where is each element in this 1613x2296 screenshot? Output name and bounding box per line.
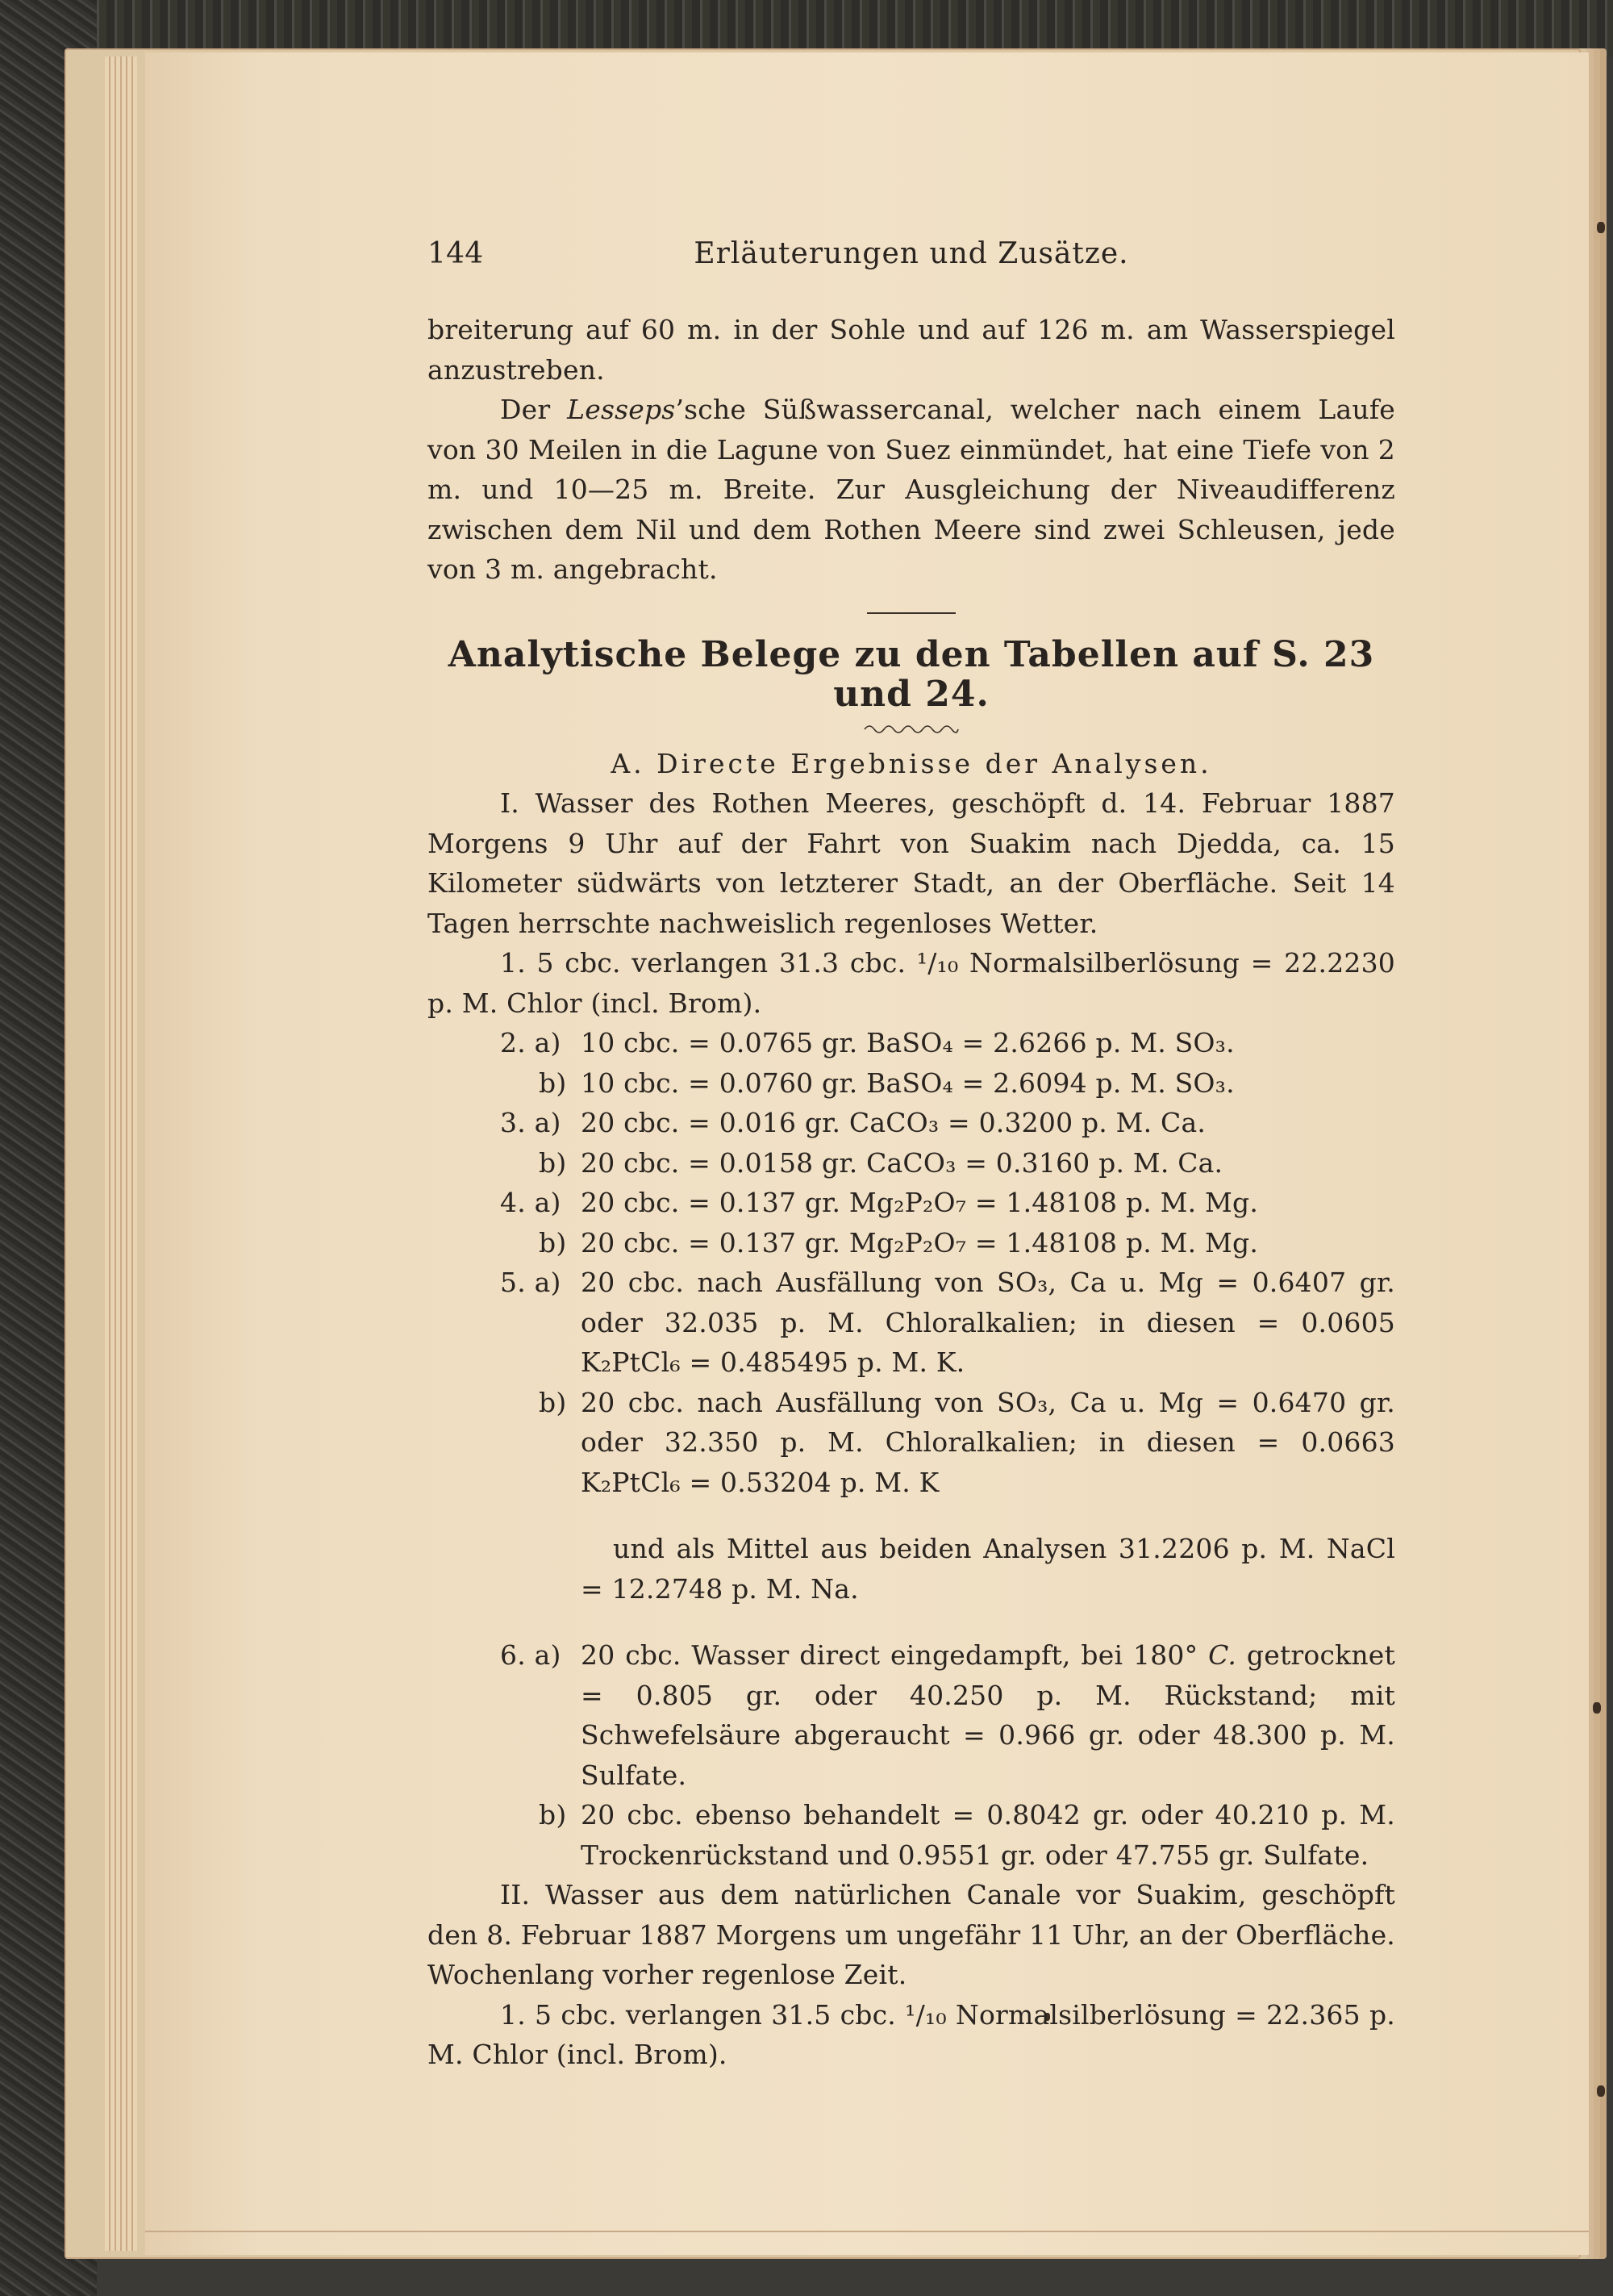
mean-result: und als Mittel aus beiden Analysen 31.2206 p. M. NaCl = 12.2748 p. M. Na.	[581, 1533, 1395, 1605]
item-number: b)	[539, 1799, 567, 1831]
wavy-ornament	[863, 720, 960, 734]
item-number: b)	[539, 1386, 567, 1418]
item-text: 20 cbc. ebenso behandelt = 0.8042 gr. oder 40.210 p. M. Trockenrückstand und 0.9551 gr. oder 47.755 gr. Sulfate.	[581, 1799, 1395, 1871]
running-head: Erläuterungen und Zusätze.	[694, 237, 1129, 270]
text-run: 5 cbc. verlangen 31.5 cbc.	[535, 1998, 906, 2031]
analysis-item	[427, 1795, 1395, 1875]
item-text	[427, 1635, 1395, 1795]
analysis-item	[427, 1023, 1395, 1063]
intro-line: breiterung auf 60 m. in der Sohle und auf 126 m. am Wasserspiegel anzustreben.	[427, 314, 1395, 386]
analysis-item	[427, 1183, 1395, 1223]
item-number: 6. a)	[500, 1639, 561, 1671]
item-number: 1.	[500, 1998, 526, 2031]
paper-spot	[1597, 222, 1605, 233]
analysis-item	[427, 1143, 1395, 1183]
item-1-text	[427, 943, 1395, 1023]
analysis-item	[427, 1103, 1395, 1143]
item-number: b)	[539, 1226, 567, 1259]
analysis-item	[427, 1635, 1395, 1795]
item-number: b)	[539, 1146, 567, 1179]
page-number: 144	[427, 237, 484, 270]
item-text: 20 cbc. = 0.137 gr. Mg₂P₂O₇ = 1.48108 p. M. Mg.	[581, 1187, 1259, 1218]
analysis-item	[427, 1063, 1395, 1104]
section-title: Analytische Belege zu den Tabellen auf S. 23 und 24.	[448, 633, 1375, 715]
subsection-heading: A. Directe Ergebnisse der Analysen.	[611, 747, 1212, 779]
analysis-item	[427, 1223, 1395, 1263]
part2-intro: II. Wasser aus dem natürlichen Canale vor Suakim, geschöpft den 8. Februar 1887 Morgens um ungefähr 11 Uhr, an der Oberfläche. Wochenlang vorher regenlose Zeit.	[427, 1879, 1395, 1990]
analysis-item	[427, 1263, 1395, 1383]
text-run: Normalsilberlösung = 22.365 p. M. Chlor (incl. Brom).	[427, 1998, 1395, 2070]
fraction: ¹/₁₀	[916, 947, 959, 979]
celsius-italic: C.	[1208, 1639, 1237, 1671]
analysis-item	[427, 1995, 1395, 2075]
item-text: 20 cbc. = 0.137 gr. Mg₂P₂O₇ = 1.48108 p. M. Mg.	[581, 1226, 1259, 1259]
analysis-item	[427, 943, 1395, 1023]
item-text: 20 cbc. = 0.016 gr. CaCO₃ = 0.3200 p. M. Ca.	[581, 1107, 1207, 1138]
page-leaves	[105, 56, 137, 2251]
text-run: getrocknet = 0.805 gr. oder 40.250 p. M. Rückstand; mit Schwefelsäure abgeraucht = 0.966 gr. oder 48.300 p. M. Sulfate.	[581, 1639, 1395, 1791]
paper-spot	[1597, 2085, 1605, 2097]
item-number: 2. a)	[500, 1027, 561, 1058]
section-divider	[867, 612, 956, 614]
text-run: 20 cbc. Wasser direct eingedampft, bei 180°	[581, 1639, 1209, 1671]
item-number: 5. a)	[500, 1267, 561, 1298]
fraction: ¹/₁₀	[905, 1998, 947, 2031]
item-text: 20 cbc. = 0.0158 gr. CaCO₃ = 0.3160 p. M. Ca.	[581, 1146, 1223, 1179]
analysis-item	[427, 1383, 1395, 1503]
part1-intro: I. Wasser des Rothen Meeres, geschöpft d. 14. Februar 1887 Morgens 9 Uhr auf der Fahrt von Suakim nach Djedda, ca. 15 Kilometer südwärts von letzterer Stadt, an der Oberfläche. Seit 14 Tagen herrschte nachweislich regenloses Wetter.	[427, 787, 1395, 939]
item-text: 10 cbc. = 0.0760 gr. BaSO₄ = 2.6094 p. M. SO₃.	[581, 1067, 1235, 1099]
page-header	[427, 234, 1395, 282]
item-text: 10 cbc. = 0.0765 gr. BaSO₄ = 2.6266 p. M. SO₃.	[581, 1027, 1235, 1058]
text-run: 5 cbc. verlangen 31.3 cbc.	[536, 947, 917, 979]
item-number: b)	[539, 1067, 567, 1099]
item-text: 20 cbc. nach Ausfällung von SO₃, Ca u. Mg = 0.6407 gr. oder 32.035 p. M. Chloralkalien; in diesen = 0.0605 K₂PtCl₆ = 0.485495 p. M. K.	[581, 1267, 1395, 1378]
text-run: Normalsilberlösung = 22.2230 p. M. Chlor (incl. Brom).	[427, 947, 1395, 1019]
paper-spot	[1593, 1702, 1601, 1714]
text-run: Der	[500, 394, 568, 425]
item-number: 1.	[500, 947, 526, 979]
item-number: 4. a)	[500, 1187, 561, 1218]
part2-item-1-text	[427, 1995, 1395, 2075]
name-italic: Lesseps	[567, 394, 676, 425]
item-text: 20 cbc. nach Ausfällung von SO₃, Ca u. Mg = 0.6470 gr. oder 32.350 p. M. Chloralkalien; in diesen = 0.0663 K₂PtCl₆ = 0.53204 p. M. K	[581, 1386, 1395, 1498]
text-run: ’sche Süßwassercanal, welcher nach einem Laufe von 30 Meilen in die Lagune von Suez einmündet, hat eine Tiefe von 2 m. und 10—25 m. Breite. Zur Ausgleichung der Niveaudifferenz zwischen dem Nil und dem Rothen Meere sind zwei Schleusen, jede von 3 m. angebracht.	[427, 394, 1395, 585]
page-text	[427, 234, 1395, 2075]
item-number: 3. a)	[500, 1107, 561, 1138]
lesseps-paragraph	[427, 390, 1395, 590]
